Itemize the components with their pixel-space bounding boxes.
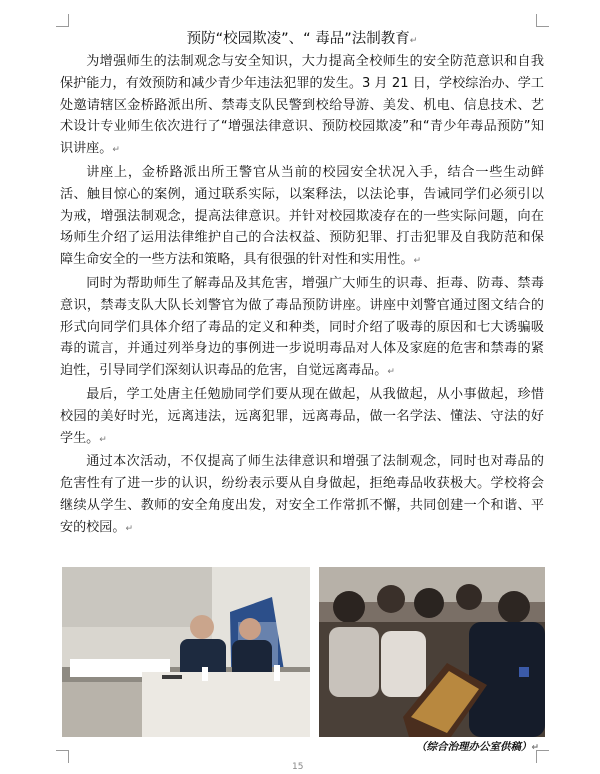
page-number: 15 — [292, 762, 304, 772]
paragraph-4: 最后，学工处唐主任勉励同学们要从现在做起，从我做起，从小事做起，珍惜校园的美好时光，远离违法，远离犯罪，远离毒品，做一名学法、懂法、守法的好学生。↵ — [60, 386, 544, 446]
display-photo-illustration — [319, 567, 545, 737]
page-title: 预防“校园欺凌”、“ 毒品”法制教育↵ — [186, 31, 418, 47]
photo-drug-display — [319, 567, 545, 737]
photo-lecture-hall — [62, 567, 310, 737]
lecture-photo-illustration — [62, 567, 310, 737]
paragraph-3: 同时为帮助师生了解毒品及其危害，增强广大师生的识毒、拒毒、防毒、禁毒意识，禁毒支队大队长刘警官为做了毒品预防讲座。讲座中刘警官通过图文结合的形式向同学们具体介绍了毒品的定义和种类，同时介绍了吸毒的原因和七大诱骗吸毒的谎言，并通过列举身边的事例进一步说明毒品对人体及家庭的危害和禁毒的紧迫性，引导同学们深刻认识毒品的危害，自觉远离毒品。↵ — [60, 275, 544, 379]
paragraph-1: 为增强师生的法制观念与安全知识，大力提高全校师生的安全防范意识和自我保护能力，有效预防和减少青少年违法犯罪的发生。3 月 21 日，学校综治办、学工处邀请辖区金桥路派出所、禁毒支队民警到校给导游、美发、机电、信息技术、艺术设计专业师生依次进行了“增强法律意识、预防校园欺凌”和“青少年毒品预防”知识讲座。↵ — [60, 54, 544, 157]
paragraph-mark: ↵ — [409, 36, 418, 46]
source-caption: （综合治理办公室供稿）↵ — [416, 741, 540, 753]
paragraph-mark: ↵ — [99, 434, 107, 445]
corner-mark-top-left — [56, 14, 69, 27]
paragraph-mark: ↵ — [125, 523, 134, 534]
paragraph-2: 讲座上，金桥路派出所王警官从当前的校园安全状况入手，结合一些生动鲜活、触目惊心的案例，通过联系实际，以案释法，以法论事，告诫同学们必须引以为戒，增强法制观念，提高法律意识。并针对校园欺凌存在的一些实际问题，向在场师生介绍了运用法律维护自己的合法权益、预防犯罪、打击犯罪及自我防范和保障生命安全的一些方法和策略，具有很强的针对性和实用性。↵ — [60, 164, 544, 268]
photo-row — [62, 567, 548, 745]
paragraph-mark: ↵ — [387, 367, 395, 378]
corner-mark-bottom-left — [56, 750, 69, 763]
paragraph-5: 通过本次活动，不仅提高了师生法律意识和增强了法制观念，同时也对毒品的危害性有了进一步的认识，纷纷表示要从自身做起，拒绝毒品收获极大。学校将会继续从学生、教师的安全角度出发，对安全工作常抓不懈，共同创建一个和谐、平安的校园。↵ — [60, 454, 544, 535]
corner-mark-top-right — [536, 14, 549, 27]
paragraph-mark: ↵ — [413, 256, 422, 267]
paragraph-mark: ↵ — [112, 145, 120, 156]
paragraph-mark: ↵ — [531, 743, 540, 753]
document-body[interactable] — [60, 27, 544, 541]
